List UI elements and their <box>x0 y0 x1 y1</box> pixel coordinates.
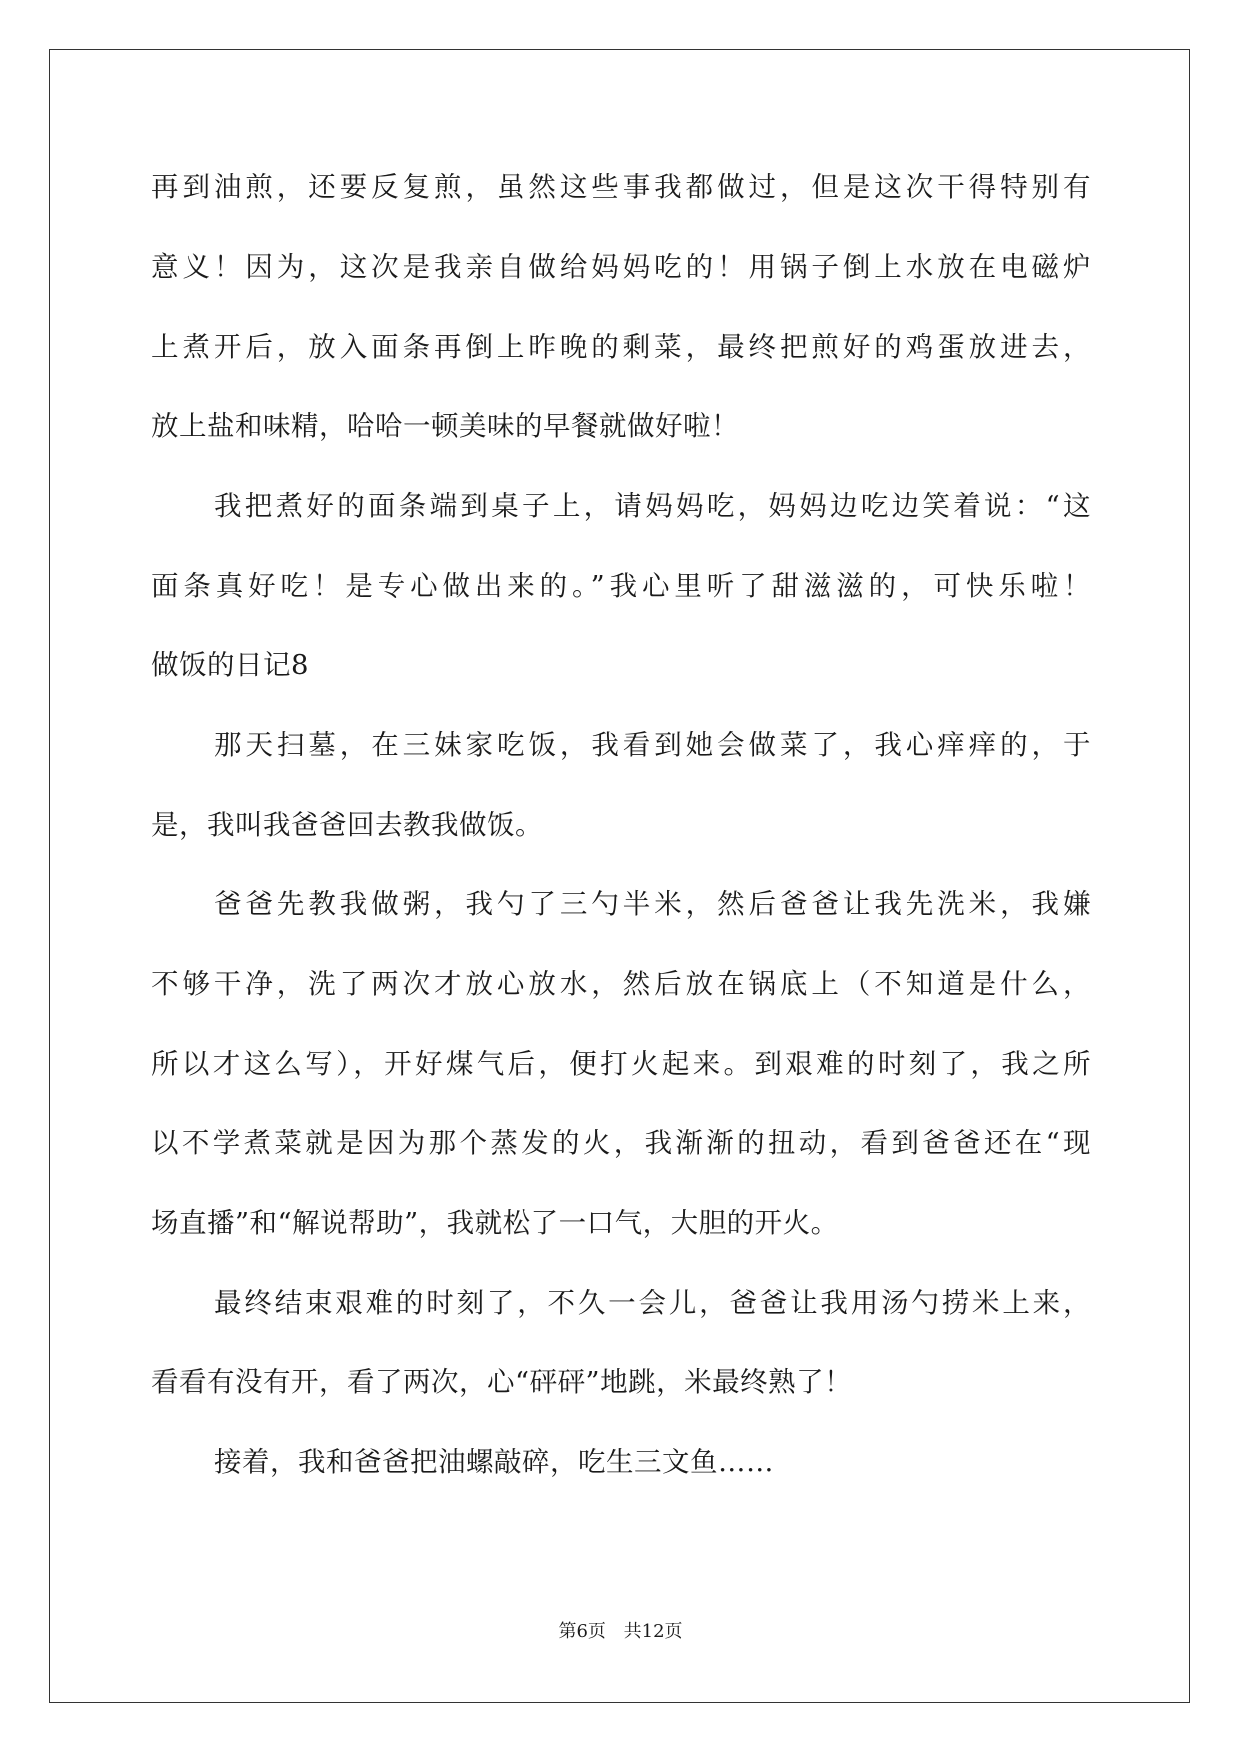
text-line: 接着，我和爸爸把油螺敲碎，吃生三文鱼…… <box>214 1446 774 1478</box>
text-line: 以不学煮菜就是因为那个蒸发的火，我渐渐的扭动，看到爸爸还在“现 <box>151 1127 1091 1159</box>
text-line: 最终结束艰难的时刻了，不久一会儿，爸爸让我用汤勺捞米上来， <box>214 1287 1091 1319</box>
page-number: 第6页 <box>558 1621 606 1642</box>
section-heading: 做饭的日记8 <box>151 649 309 681</box>
text-line: 放上盐和味精，哈哈一顿美味的早餐就做好啦！ <box>151 410 739 442</box>
text-line: 那天扫墓，在三妹家吃饭，我看到她会做菜了，我心痒痒的，于 <box>214 729 1091 761</box>
text-line: 意义！因为，这次是我亲自做给妈妈吃的！用锅子倒上水放在电磁炉 <box>151 251 1091 283</box>
text-line: 面条真好吃！是专心做出来的。”我心里听了甜滋滋的，可快乐啦！ <box>151 570 1091 602</box>
text-line: 不够干净，洗了两次才放心放水，然后放在锅底上（不知道是什么， <box>151 968 1091 1000</box>
text-line: 场直播”和“解说帮助”，我就松了一口气，大胆的开火。 <box>151 1207 839 1239</box>
text-line: 所以才这么写），开好煤气后，便打火起来。到艰难的时刻了，我之所 <box>151 1048 1091 1080</box>
page-footer <box>0 1617 1241 1643</box>
text-line: 看看有没有开，看了两次，心“砰砰”地跳，米最终熟了！ <box>151 1366 853 1398</box>
text-line: 是，我叫我爸爸回去教我做饭。 <box>151 809 543 841</box>
page-total: 共12页 <box>623 1621 683 1642</box>
text-line: 我把煮好的面条端到桌子上，请妈妈吃，妈妈边吃边笑着说：“这 <box>214 490 1091 522</box>
text-line: 上煮开后，放入面条再倒上昨晚的剩菜，最终把煎好的鸡蛋放进去， <box>151 331 1091 363</box>
text-line: 再到油煎，还要反复煎，虽然这些事我都做过，但是这次干得特别有 <box>151 171 1091 203</box>
text-line: 爸爸先教我做粥，我勺了三勺半米，然后爸爸让我先洗米，我嫌 <box>214 888 1091 920</box>
